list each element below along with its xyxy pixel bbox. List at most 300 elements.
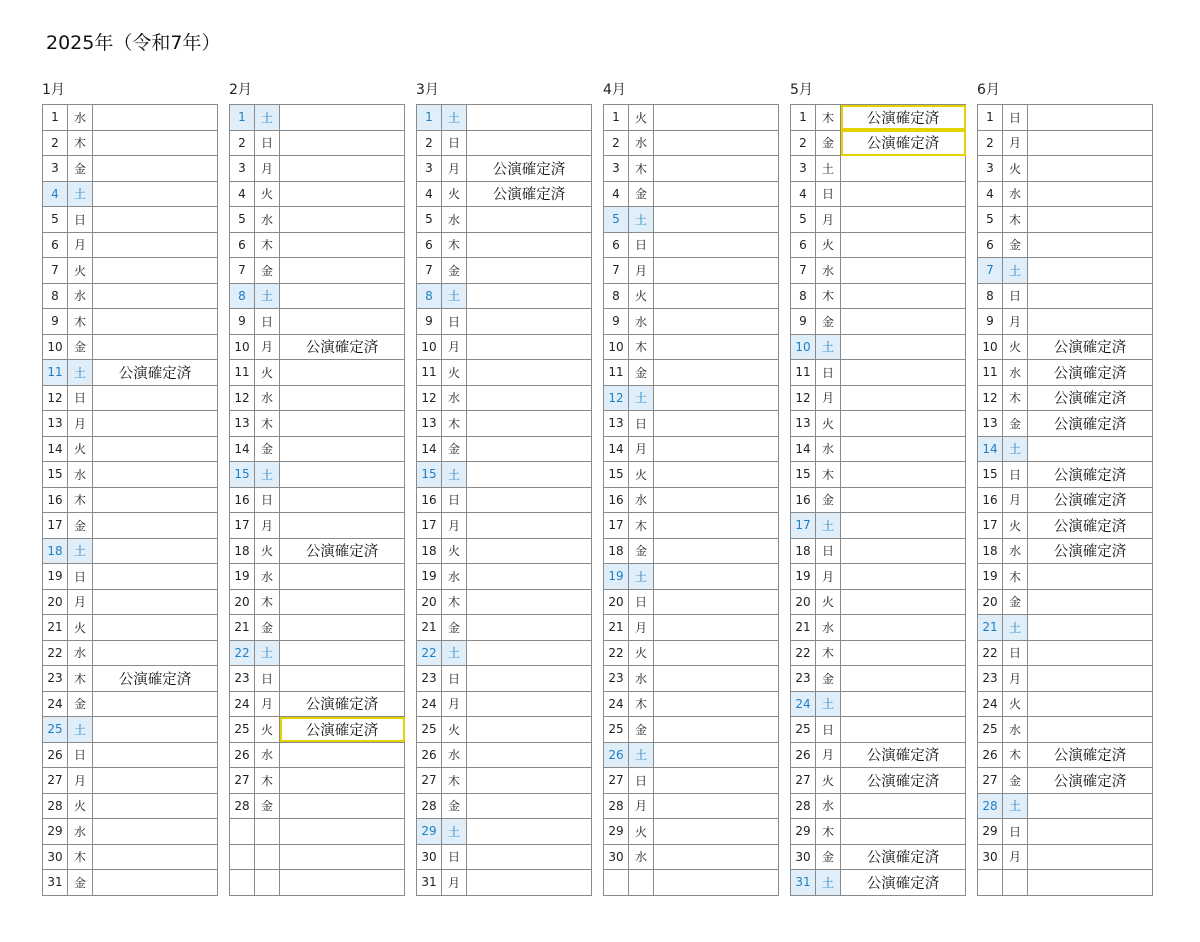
table-row [417, 768, 592, 794]
day-number: 4 [230, 181, 255, 207]
weekday: 木 [1003, 385, 1028, 411]
weekday: 日 [1003, 105, 1028, 131]
event-cell[interactable] [654, 334, 779, 360]
day-number: 17 [978, 513, 1003, 539]
day-number: 30 [978, 844, 1003, 870]
event-cell[interactable] [467, 538, 592, 564]
event-cell[interactable] [1028, 793, 1153, 819]
weekday: 火 [816, 411, 841, 437]
event-cell[interactable] [841, 793, 966, 819]
event-cell[interactable] [93, 181, 218, 207]
event-cell[interactable] [841, 309, 966, 335]
table-row [604, 181, 779, 207]
event-cell[interactable] [654, 411, 779, 437]
weekday: 金 [68, 691, 93, 717]
day-number: 28 [791, 793, 816, 819]
event-cell[interactable]: 公演確定済 [1028, 411, 1153, 437]
event-cell[interactable] [1028, 717, 1153, 743]
table-row [791, 844, 966, 870]
event-cell[interactable] [280, 487, 405, 513]
event-cell[interactable] [280, 207, 405, 233]
event-cell[interactable] [654, 258, 779, 284]
event-cell[interactable] [280, 844, 405, 870]
event-cell[interactable] [654, 207, 779, 233]
event-cell[interactable] [93, 768, 218, 794]
day-number: 27 [604, 768, 629, 794]
weekday: 火 [1003, 691, 1028, 717]
event-cell[interactable]: 公演確定済 [1028, 487, 1153, 513]
event-cell[interactable] [841, 513, 966, 539]
event-cell[interactable] [93, 334, 218, 360]
event-cell[interactable] [467, 462, 592, 488]
event-cell[interactable] [467, 105, 592, 131]
month-5 [790, 80, 966, 896]
table-row [978, 156, 1153, 182]
event-cell[interactable] [93, 844, 218, 870]
event-cell[interactable] [93, 819, 218, 845]
weekday: 日 [255, 487, 280, 513]
weekday: 月 [629, 436, 654, 462]
weekday: 火 [68, 615, 93, 641]
weekday: 月 [629, 793, 654, 819]
weekday: 金 [629, 360, 654, 386]
event-cell[interactable]: 公演確定済 [1028, 462, 1153, 488]
table-row [978, 207, 1153, 233]
weekday: 月 [68, 768, 93, 794]
event-cell[interactable]: 公演確定済 [1028, 538, 1153, 564]
event-cell[interactable] [467, 589, 592, 615]
event-cell[interactable] [654, 436, 779, 462]
event-cell[interactable] [93, 130, 218, 156]
event-cell[interactable]: 公演確定済 [841, 768, 966, 794]
event-cell[interactable] [1028, 258, 1153, 284]
event-cell[interactable] [841, 487, 966, 513]
event-cell[interactable]: 公演確定済 [1028, 513, 1153, 539]
event-cell[interactable] [280, 513, 405, 539]
weekday: 水 [1003, 181, 1028, 207]
event-cell[interactable] [93, 258, 218, 284]
month-label: 5月 [790, 82, 813, 98]
weekday: 金 [255, 258, 280, 284]
table-row [43, 538, 218, 564]
table-row [417, 436, 592, 462]
event-cell[interactable] [654, 844, 779, 870]
event-cell[interactable] [841, 717, 966, 743]
day-number: 23 [43, 666, 68, 692]
table-row [417, 717, 592, 743]
event-cell[interactable] [93, 207, 218, 233]
event-cell[interactable] [467, 283, 592, 309]
day-number: 4 [417, 181, 442, 207]
day-number: 19 [978, 564, 1003, 590]
event-cell[interactable] [280, 793, 405, 819]
event-cell[interactable] [841, 640, 966, 666]
weekday: 金 [1003, 768, 1028, 794]
event-cell[interactable] [93, 589, 218, 615]
event-cell[interactable]: 公演確定済 [1028, 742, 1153, 768]
event-cell[interactable] [280, 130, 405, 156]
event-cell[interactable] [654, 691, 779, 717]
table-row [978, 258, 1153, 284]
event-cell[interactable] [93, 411, 218, 437]
event-cell[interactable] [467, 691, 592, 717]
event-cell[interactable] [93, 462, 218, 488]
table-row [604, 666, 779, 692]
table-row [43, 360, 218, 386]
event-cell[interactable] [841, 385, 966, 411]
event-cell[interactable] [1028, 105, 1153, 131]
event-cell[interactable] [93, 436, 218, 462]
event-cell[interactable] [1028, 844, 1153, 870]
event-cell[interactable] [467, 640, 592, 666]
event-cell[interactable] [1028, 232, 1153, 258]
table-row [417, 691, 592, 717]
event-cell[interactable]: 公演確定済 [841, 130, 966, 156]
event-cell[interactable] [93, 870, 218, 896]
weekday: 日 [1003, 819, 1028, 845]
day-number: 29 [978, 819, 1003, 845]
event-cell[interactable] [467, 564, 592, 590]
table-row [978, 385, 1153, 411]
event-cell[interactable] [93, 385, 218, 411]
event-cell[interactable] [467, 666, 592, 692]
day-number: 3 [604, 156, 629, 182]
event-cell[interactable] [467, 717, 592, 743]
weekday: 月 [442, 691, 467, 717]
event-cell[interactable] [654, 385, 779, 411]
event-cell[interactable] [654, 819, 779, 845]
day-number: 21 [43, 615, 68, 641]
day-number: 8 [417, 283, 442, 309]
event-cell[interactable] [467, 768, 592, 794]
weekday: 日 [629, 589, 654, 615]
weekday: 日 [68, 564, 93, 590]
event-cell[interactable] [654, 768, 779, 794]
table-row [978, 283, 1153, 309]
weekday: 木 [442, 411, 467, 437]
table-row [43, 487, 218, 513]
table-row [978, 615, 1153, 641]
event-cell[interactable] [467, 436, 592, 462]
table-row [43, 462, 218, 488]
weekday: 月 [629, 258, 654, 284]
event-cell[interactable] [280, 666, 405, 692]
day-number: 30 [417, 844, 442, 870]
event-cell[interactable] [280, 360, 405, 386]
event-cell[interactable] [1028, 666, 1153, 692]
day-number: 30 [791, 844, 816, 870]
table-row [978, 181, 1153, 207]
event-cell[interactable] [467, 870, 592, 896]
event-cell[interactable] [654, 232, 779, 258]
event-cell[interactable] [280, 589, 405, 615]
event-cell[interactable] [467, 232, 592, 258]
event-cell[interactable] [467, 793, 592, 819]
event-cell[interactable]: 公演確定済 [280, 691, 405, 717]
event-cell[interactable] [841, 283, 966, 309]
event-cell[interactable] [93, 156, 218, 182]
event-cell[interactable] [93, 232, 218, 258]
event-cell[interactable] [654, 640, 779, 666]
event-cell[interactable] [93, 615, 218, 641]
event-cell[interactable] [841, 411, 966, 437]
event-cell[interactable] [280, 105, 405, 131]
table-row [604, 360, 779, 386]
weekday: 金 [1003, 411, 1028, 437]
day-number: 12 [978, 385, 1003, 411]
event-cell[interactable] [467, 411, 592, 437]
day-number: 21 [978, 615, 1003, 641]
event-cell[interactable] [841, 691, 966, 717]
event-cell[interactable] [280, 640, 405, 666]
event-cell[interactable] [280, 258, 405, 284]
event-cell[interactable] [654, 156, 779, 182]
weekday: 火 [255, 538, 280, 564]
event-cell[interactable] [280, 870, 405, 896]
weekday: 金 [255, 436, 280, 462]
day-number: 25 [604, 717, 629, 743]
table-row [417, 462, 592, 488]
day-number: 15 [43, 462, 68, 488]
event-cell[interactable] [467, 742, 592, 768]
event-cell[interactable] [654, 105, 779, 131]
event-cell[interactable] [841, 436, 966, 462]
event-cell[interactable] [467, 487, 592, 513]
event-cell[interactable] [1028, 309, 1153, 335]
event-cell[interactable] [280, 385, 405, 411]
weekday: 水 [255, 564, 280, 590]
table-row [230, 232, 405, 258]
event-cell[interactable] [841, 360, 966, 386]
weekday: 月 [816, 564, 841, 590]
table-row [230, 844, 405, 870]
event-cell[interactable] [280, 232, 405, 258]
day-number: 7 [230, 258, 255, 284]
event-cell[interactable]: 公演確定済 [467, 181, 592, 207]
day-number: 10 [417, 334, 442, 360]
event-cell[interactable] [467, 360, 592, 386]
event-cell[interactable]: 公演確定済 [1028, 768, 1153, 794]
event-cell[interactable] [654, 130, 779, 156]
event-cell[interactable] [467, 334, 592, 360]
table-row [417, 360, 592, 386]
event-cell[interactable] [467, 385, 592, 411]
event-cell[interactable] [467, 819, 592, 845]
event-cell[interactable]: 公演確定済 [280, 717, 405, 743]
table-row [43, 232, 218, 258]
event-cell[interactable] [654, 615, 779, 641]
event-cell[interactable]: 公演確定済 [93, 666, 218, 692]
event-cell[interactable] [93, 283, 218, 309]
event-cell[interactable] [841, 334, 966, 360]
event-cell[interactable] [280, 309, 405, 335]
event-cell[interactable]: 公演確定済 [280, 334, 405, 360]
day-number: 6 [791, 232, 816, 258]
event-cell[interactable] [467, 844, 592, 870]
event-cell[interactable] [841, 666, 966, 692]
event-cell[interactable] [654, 538, 779, 564]
day-number: 21 [791, 615, 816, 641]
event-cell[interactable]: 公演確定済 [841, 844, 966, 870]
table-row [791, 334, 966, 360]
event-cell[interactable] [280, 615, 405, 641]
event-cell[interactable] [280, 411, 405, 437]
event-cell[interactable] [654, 742, 779, 768]
event-cell[interactable] [93, 513, 218, 539]
event-cell[interactable] [841, 538, 966, 564]
event-cell[interactable] [841, 589, 966, 615]
event-cell[interactable] [841, 615, 966, 641]
table-row [791, 717, 966, 743]
day-number: 2 [978, 130, 1003, 156]
event-cell[interactable] [93, 691, 218, 717]
event-cell[interactable] [841, 462, 966, 488]
event-cell[interactable]: 公演確定済 [1028, 360, 1153, 386]
month-label: 6月 [977, 82, 1000, 98]
weekday: 水 [1003, 717, 1028, 743]
weekday: 水 [68, 819, 93, 845]
event-cell[interactable] [280, 564, 405, 590]
event-cell[interactable] [280, 436, 405, 462]
weekday: 金 [68, 513, 93, 539]
event-cell[interactable] [280, 156, 405, 182]
event-cell[interactable] [1028, 691, 1153, 717]
weekday: 日 [442, 844, 467, 870]
event-cell[interactable]: 公演確定済 [280, 538, 405, 564]
event-cell[interactable]: 公演確定済 [93, 360, 218, 386]
event-cell[interactable] [654, 589, 779, 615]
weekday: 火 [816, 589, 841, 615]
event-cell[interactable] [654, 666, 779, 692]
event-cell[interactable] [467, 258, 592, 284]
event-cell[interactable] [654, 487, 779, 513]
event-cell[interactable] [654, 283, 779, 309]
event-cell[interactable] [280, 462, 405, 488]
event-cell[interactable] [654, 870, 779, 896]
day-number: 21 [417, 615, 442, 641]
event-cell[interactable] [1028, 615, 1153, 641]
table-row [604, 870, 779, 896]
table-row [604, 819, 779, 845]
event-cell[interactable] [1028, 870, 1153, 896]
event-cell[interactable]: 公演確定済 [1028, 385, 1153, 411]
day-number: 8 [604, 283, 629, 309]
event-cell[interactable] [841, 232, 966, 258]
event-cell[interactable] [1028, 207, 1153, 233]
event-cell[interactable] [654, 309, 779, 335]
event-cell[interactable]: 公演確定済 [1028, 334, 1153, 360]
table-row [604, 487, 779, 513]
event-cell[interactable] [280, 283, 405, 309]
weekday: 日 [629, 768, 654, 794]
table-row [230, 589, 405, 615]
event-cell[interactable] [93, 487, 218, 513]
event-cell[interactable] [1028, 564, 1153, 590]
event-cell[interactable] [841, 156, 966, 182]
event-cell[interactable] [841, 819, 966, 845]
event-cell[interactable] [1028, 156, 1153, 182]
event-cell[interactable] [93, 717, 218, 743]
event-cell[interactable] [467, 130, 592, 156]
event-cell[interactable] [1028, 640, 1153, 666]
weekday: 木 [816, 640, 841, 666]
event-cell[interactable] [841, 207, 966, 233]
event-cell[interactable]: 公演確定済 [841, 105, 966, 131]
table-row [791, 130, 966, 156]
day-number: 21 [604, 615, 629, 641]
weekday: 土 [68, 360, 93, 386]
table-row [978, 793, 1153, 819]
event-cell[interactable] [93, 538, 218, 564]
event-cell[interactable] [654, 360, 779, 386]
event-cell[interactable]: 公演確定済 [841, 742, 966, 768]
table-row [417, 487, 592, 513]
table-row [791, 156, 966, 182]
event-cell[interactable] [280, 819, 405, 845]
event-cell[interactable] [280, 742, 405, 768]
event-cell[interactable] [654, 462, 779, 488]
event-cell[interactable] [1028, 819, 1153, 845]
event-cell[interactable] [467, 513, 592, 539]
event-cell[interactable] [467, 309, 592, 335]
event-cell[interactable] [654, 717, 779, 743]
day-number: 18 [978, 538, 1003, 564]
event-cell[interactable] [654, 181, 779, 207]
event-cell[interactable] [93, 793, 218, 819]
event-cell[interactable] [93, 105, 218, 131]
weekday: 日 [442, 666, 467, 692]
event-cell[interactable]: 公演確定済 [841, 870, 966, 896]
event-cell[interactable] [467, 207, 592, 233]
weekday: 木 [442, 768, 467, 794]
month-table [790, 104, 966, 896]
weekday: 金 [255, 615, 280, 641]
event-cell[interactable] [93, 640, 218, 666]
event-cell[interactable] [467, 615, 592, 641]
event-cell[interactable] [654, 793, 779, 819]
event-cell[interactable] [1028, 181, 1153, 207]
event-cell[interactable] [1028, 589, 1153, 615]
event-cell[interactable]: 公演確定済 [467, 156, 592, 182]
day-number: 26 [978, 742, 1003, 768]
event-cell[interactable] [654, 564, 779, 590]
event-cell[interactable] [93, 742, 218, 768]
event-cell[interactable] [280, 768, 405, 794]
event-cell[interactable] [841, 564, 966, 590]
event-cell[interactable] [93, 564, 218, 590]
event-cell[interactable] [280, 181, 405, 207]
event-cell[interactable] [841, 258, 966, 284]
day-number: 17 [43, 513, 68, 539]
weekday: 土 [442, 283, 467, 309]
table-row [43, 181, 218, 207]
weekday: 金 [68, 156, 93, 182]
day-number: 23 [417, 666, 442, 692]
table-row [604, 717, 779, 743]
event-cell[interactable] [841, 181, 966, 207]
event-cell[interactable] [1028, 436, 1153, 462]
event-cell[interactable] [93, 309, 218, 335]
event-cell[interactable] [1028, 283, 1153, 309]
table-row [230, 436, 405, 462]
weekday: 火 [816, 232, 841, 258]
table-row [978, 513, 1153, 539]
day-number: 23 [604, 666, 629, 692]
weekday: 月 [68, 589, 93, 615]
event-cell[interactable] [654, 513, 779, 539]
event-cell[interactable] [1028, 130, 1153, 156]
day-number: 31 [791, 870, 816, 896]
